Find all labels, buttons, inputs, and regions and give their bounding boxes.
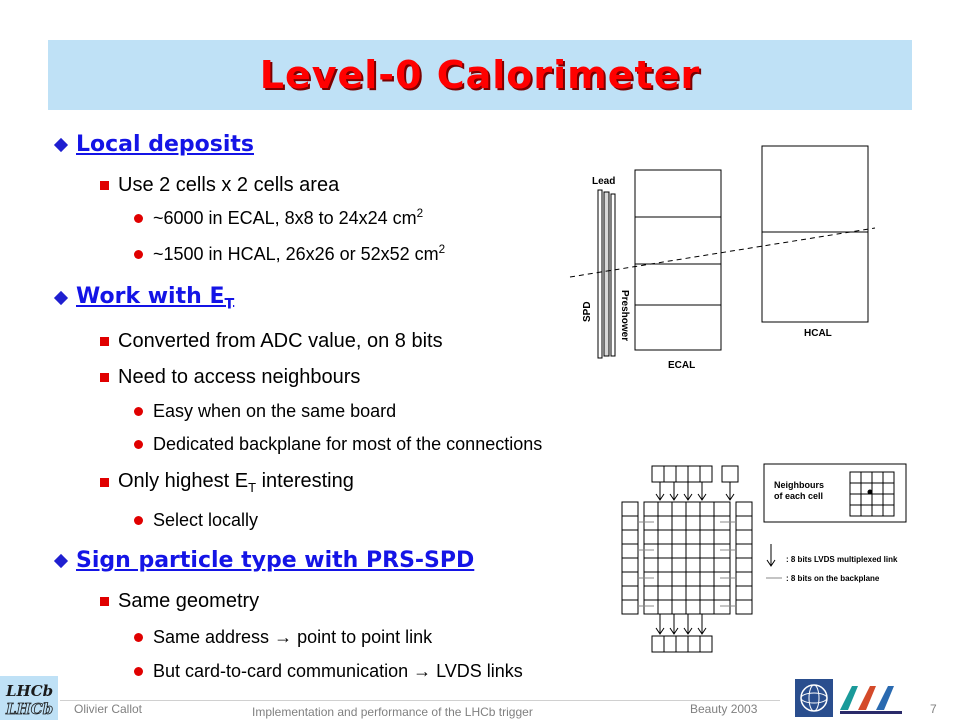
label-lead: Lead — [592, 176, 616, 187]
dot-bullet-icon — [134, 516, 143, 525]
dot-bullet-icon — [134, 440, 143, 449]
square-bullet-icon — [100, 597, 109, 606]
top-lvds-arrows — [656, 482, 734, 500]
bullet-ecal-count — [134, 207, 423, 229]
ecal-sup: 2 — [416, 207, 424, 220]
hcal-block — [762, 146, 868, 322]
label-ecal: ECAL — [668, 360, 696, 371]
svg-text:LHCb: LHCb — [6, 700, 54, 718]
ecal-text: ~6000 in ECAL, 8x8 to 24x24 cm — [153, 208, 417, 228]
only-text: Only highest E — [118, 470, 249, 492]
bullet-same-geometry — [100, 590, 259, 613]
text-select: Select locally — [153, 510, 259, 530]
legend-lvds: : 8 bits LVDS multiplexed link — [786, 555, 898, 564]
bullet-use-cells — [100, 174, 339, 197]
bullet-card-to-card — [134, 661, 523, 682]
text-same-geometry: Same geometry — [118, 590, 260, 612]
bullet-dedicated — [134, 434, 542, 455]
bullet-need-access — [100, 366, 360, 389]
backplane-arrows — [638, 522, 736, 606]
neighbours-cell-grid — [850, 472, 894, 516]
footer-author: Olivier Callot — [74, 702, 143, 716]
square-bullet-icon — [100, 181, 109, 190]
heading-local-deposits: Local deposits — [76, 132, 254, 157]
cell-marker-icon — [868, 490, 873, 495]
footer-divider — [60, 700, 780, 701]
title-bar — [48, 40, 912, 110]
bullet-sign-particle — [56, 548, 474, 573]
bullet-select — [134, 510, 258, 531]
diamond-bullet-icon — [54, 291, 68, 305]
label-hcal: HCAL — [804, 328, 832, 339]
addr-post: point to point link — [292, 627, 433, 647]
only-sub: T — [248, 480, 257, 495]
preshower-plane — [611, 194, 615, 356]
card-pre: But card-to-card communication — [153, 661, 414, 681]
dot-bullet-icon — [134, 407, 143, 416]
text-converted: Converted from ADC value, on 8 bits — [118, 330, 443, 352]
dot-bullet-icon — [134, 667, 143, 676]
hcal-text: ~1500 in HCAL, 26x26 or 52x52 cm — [153, 244, 439, 264]
lal-logo — [836, 680, 906, 718]
diamond-bullet-icon — [54, 137, 68, 151]
work-sub: T — [224, 296, 235, 313]
dot-bullet-icon — [134, 633, 143, 642]
lhcb-logo — [0, 676, 58, 720]
footer-talk-title: Implementation and performance of the LHCb trigger — [252, 705, 533, 719]
text-use-cells: Use 2 cells x 2 cells area — [118, 174, 340, 196]
bottom-lvds-arrows — [656, 614, 706, 634]
card-post: LVDS links — [431, 661, 523, 681]
neighbours-line2: of each cell — [774, 491, 824, 501]
text-need-access: Need to access neighbours — [118, 366, 361, 388]
particle-track-line — [570, 228, 875, 277]
hcal-sup: 2 — [438, 243, 446, 256]
bullet-only-highest — [100, 470, 354, 495]
text-card-to-card — [153, 661, 523, 682]
text-dedicated: Dedicated backplane for most of the connections — [153, 434, 543, 454]
bullet-work-with-et — [56, 284, 234, 312]
svg-text:LHCb: LHCb — [6, 682, 54, 700]
square-bullet-icon — [100, 373, 109, 382]
square-bullet-icon — [100, 337, 109, 346]
text-easy: Easy when on the same board — [153, 401, 397, 421]
arrow-icon: → — [274, 627, 293, 647]
bullet-easy — [134, 401, 396, 422]
text-only-highest — [118, 470, 354, 495]
heading-work-with-et — [76, 284, 234, 312]
arrow-icon: → — [413, 661, 432, 681]
label-spd: SPD — [582, 301, 593, 322]
main-cell-grid — [622, 502, 752, 614]
board-layout-diagram — [618, 462, 918, 668]
bullet-hcal-count — [134, 243, 445, 265]
spd-plane — [598, 190, 602, 358]
calorimeter-geometry-diagram — [560, 140, 880, 380]
square-bullet-icon — [100, 478, 109, 487]
label-preshower: Preshower — [619, 290, 630, 342]
footer-conference: Beauty 2003 — [690, 702, 758, 716]
bullet-same-address — [134, 627, 432, 648]
diamond-bullet-icon — [54, 553, 68, 567]
top-connector-grid — [652, 466, 738, 482]
page-number: 7 — [930, 702, 937, 716]
dot-bullet-icon — [134, 250, 143, 259]
text-hcal-count — [153, 243, 445, 265]
dot-bullet-icon — [134, 214, 143, 223]
bullet-converted — [100, 330, 443, 353]
legend-backplane: : 8 bits on the backplane — [786, 574, 880, 583]
work-text: Work with E — [76, 284, 225, 309]
text-ecal-count — [153, 207, 423, 229]
addr-pre: Same address — [153, 627, 275, 647]
cern-logo — [794, 678, 834, 718]
only-post: interesting — [256, 470, 354, 492]
heading-sign-particle: Sign particle type with PRS-SPD — [76, 548, 475, 573]
neighbours-line1: Neighbours — [774, 480, 825, 490]
lead-plane — [604, 192, 609, 356]
text-same-address — [153, 627, 432, 648]
slide-title: Level-0 Calorimeter — [259, 53, 701, 97]
bullet-local-deposits — [56, 132, 254, 157]
bottom-connector-grid — [652, 636, 712, 652]
